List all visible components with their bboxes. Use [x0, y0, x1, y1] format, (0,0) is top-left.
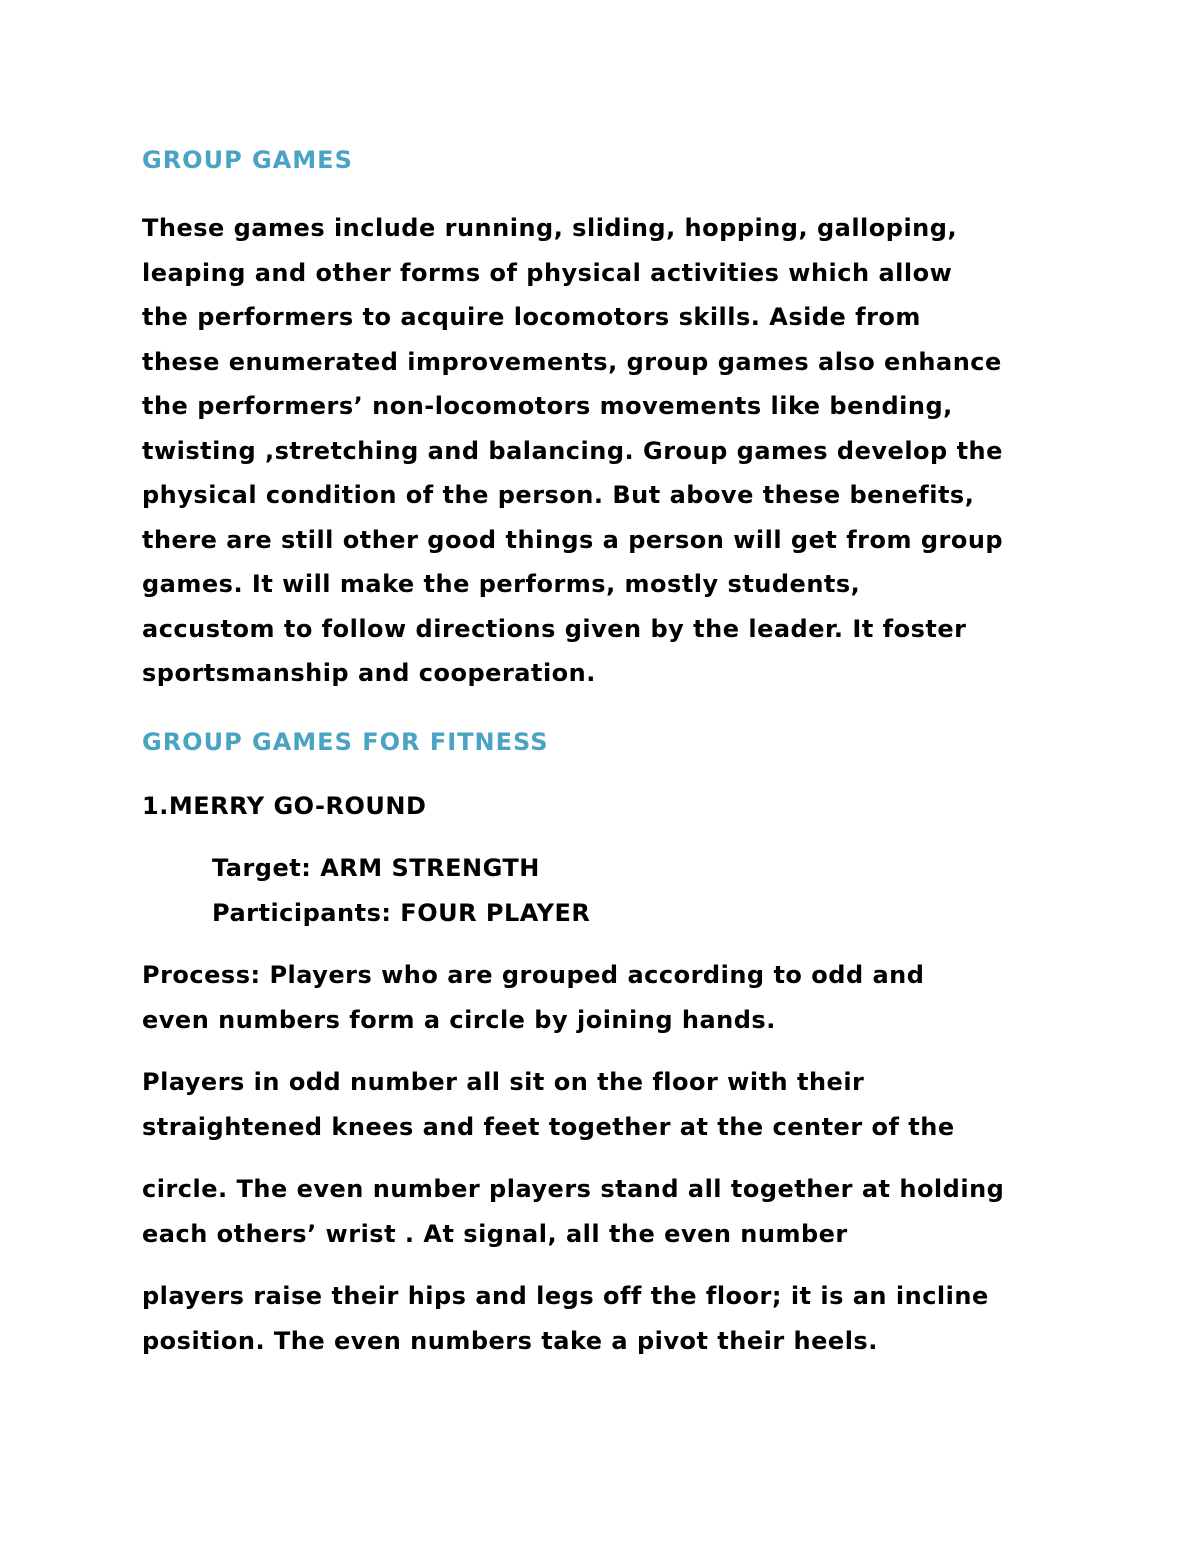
signal-paragraph	[142, 1274, 1072, 1363]
intro-paragraph	[142, 206, 1072, 696]
game-details	[142, 846, 1072, 935]
text-line: accustom to follow directions given by the leader. It foster	[142, 614, 967, 643]
text-line: these enumerated improvements, group games also enhance	[142, 347, 1002, 376]
odd-players-paragraph	[142, 1060, 1072, 1149]
game-title	[142, 784, 1072, 829]
text-line: the performers’ non-locomotors movements like bending,	[142, 392, 953, 420]
text-line: even numbers form a circle by joining hands.	[142, 1005, 776, 1034]
heading-group-games: GROUP GAMES	[142, 146, 353, 174]
text-line: sportsmanship and cooperation.	[142, 659, 596, 687]
game-title-text: 1.MERRY GO-ROUND	[142, 791, 427, 820]
target-line: Target: ARM STRENGTH	[212, 854, 540, 882]
text-line: circle. The even number players stand all together at holding	[142, 1175, 1005, 1203]
text-line: Players in odd number all sit on the floor with their	[142, 1068, 865, 1096]
text-line: These games include running, sliding, hopping, galloping,	[142, 214, 958, 242]
text-line: Process: Players who are grouped according to odd and	[142, 961, 925, 989]
text-line: players raise their hips and legs off the floor; it is an incline	[142, 1282, 989, 1310]
participants-line: Participants: FOUR PLAYER	[212, 898, 591, 927]
text-line: twisting ,stretching and balancing. Group games develop the	[142, 436, 1003, 465]
process-paragraph	[142, 953, 1072, 1042]
text-line: leaping and other forms of physical activities which allow	[142, 258, 953, 287]
document-body	[142, 144, 1072, 1363]
text-line: there are still other good things a person will get from group	[142, 525, 1004, 554]
text-line: games. It will make the performs, mostly students,	[142, 570, 861, 598]
text-line: physical condition of the person. But above these benefits,	[142, 481, 975, 509]
text-line: position. The even numbers take a pivot their heels.	[142, 1326, 878, 1355]
text-line: each others’ wrist . At signal, all the even number	[142, 1219, 848, 1248]
heading-group-games-for-fitness: GROUP GAMES FOR FITNESS	[142, 727, 549, 756]
text-line: the performers to acquire locomotors skills. Aside from	[142, 303, 921, 331]
text-line: straightened knees and feet together at the center of the	[142, 1112, 955, 1141]
even-players-paragraph	[142, 1167, 1072, 1256]
